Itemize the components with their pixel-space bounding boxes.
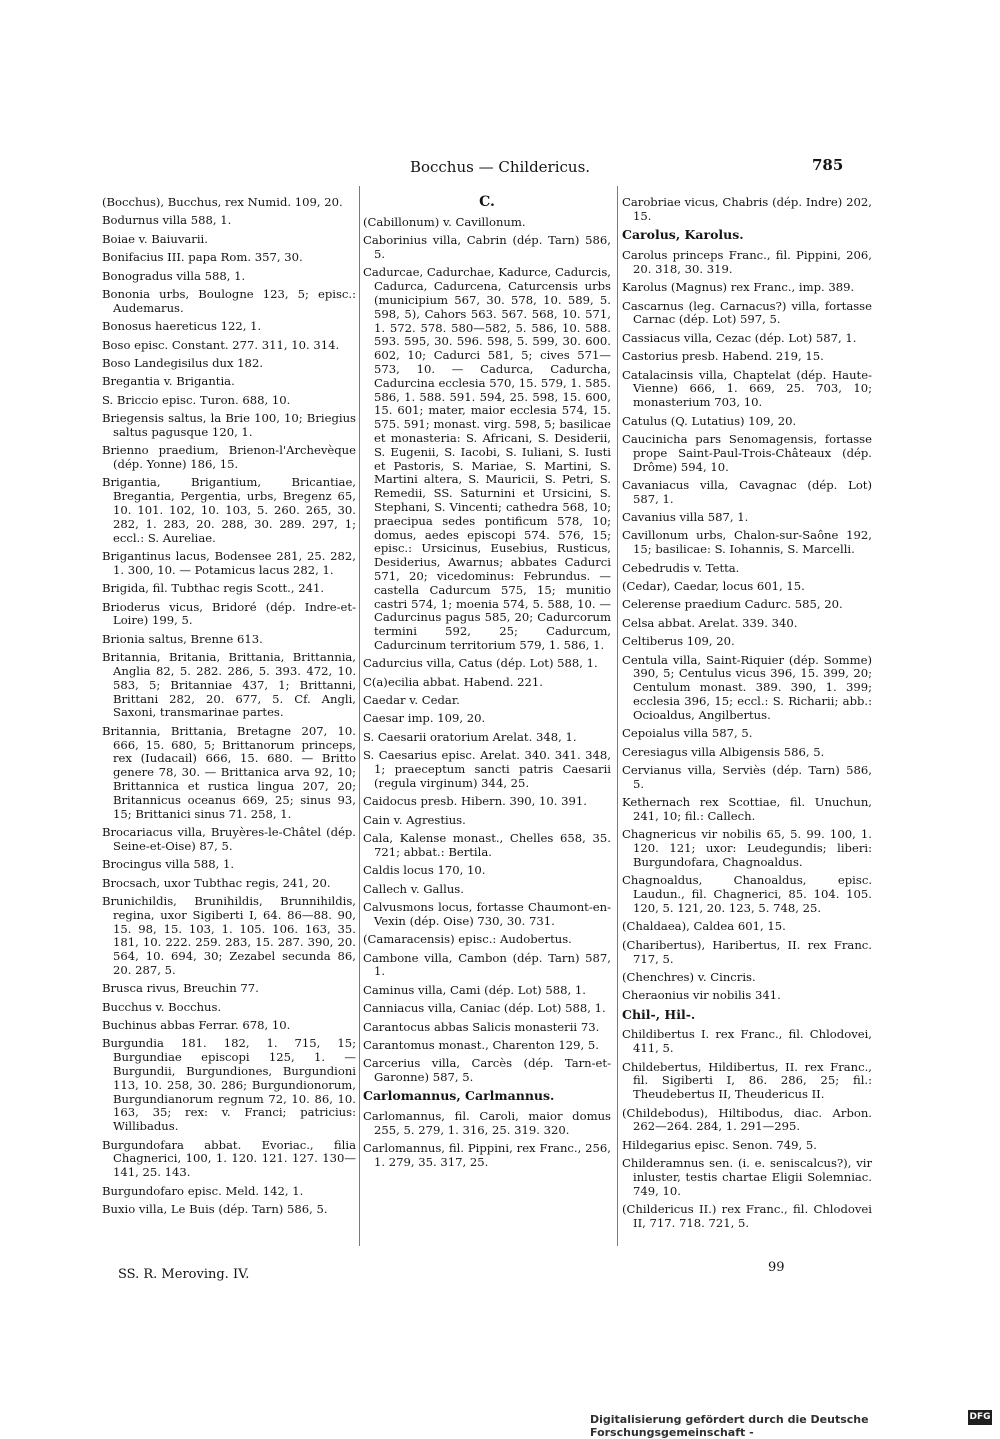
index-entry: Carantocus abbas Salicis monasterii 73.: [363, 1019, 600, 1034]
index-entry: Chagnoaldus, Chanoaldus, episc. Laudun., fil. Chagnerici, 85. 104. 105. 120, 5. 121, 20. 123, 5. 748, 25.: [622, 873, 872, 915]
entries-c: [363, 216, 611, 1085]
index-entry: Boso episc. Constant. 277. 311, 10. 314.: [102, 337, 340, 352]
index-entry: Caucinicha pars Senomagensis, fortasse prope Saint-Paul-Trois-Châteaux (dép. Drôme) 594, 10.: [622, 431, 872, 474]
index-entry: Caidocus presb. Hibern. 390, 10. 391.: [363, 794, 587, 809]
section-heading-carlomannus: Carlomannus, Carlmannus.: [363, 1088, 555, 1104]
index-entry: (Childebodus), Hiltibodus, diac. Arbon. 262—264. 284, 1. 291—295.: [622, 1105, 872, 1134]
index-entry: Callech v. Gallus.: [363, 881, 464, 896]
page-number: 785: [812, 156, 844, 174]
index-entry: Ceresiagus villa Albigensis 586, 5.: [622, 744, 825, 759]
section-heading-chil: Chil-, Hil-.: [622, 1006, 696, 1022]
index-entry: Briegensis saltus, la Brie 100, 10; Briegius saltus pagusque 120, 1.: [102, 411, 356, 439]
index-entry: Cheraonius vir nobilis 341.: [622, 988, 781, 1003]
index-entry: Bregantia v. Brigantia.: [102, 374, 235, 389]
index-entry: Centula villa, Saint-Riquier (dép. Somme) 390, 5; Centulus vicus 396, 15. 399, 20; Centulum monast. 389. 390, 1. 399; ecclesia 396, 15; eccl.: S. Richarii; abb.: Ocioaldus, Angilbertus.: [622, 652, 872, 722]
index-entry: Caedar v. Cedar.: [363, 693, 460, 708]
series-title: SS. R. Meroving. IV.: [118, 1267, 250, 1282]
index-entry: Cavanius villa 587, 1.: [622, 510, 749, 525]
index-entry: (Camaracensis) episc.: Audobertus.: [363, 932, 572, 947]
index-entry: Buxio villa, Le Buis (dép. Tarn) 586, 5.: [102, 1202, 328, 1217]
index-entry: Caminus villa, Cami (dép. Lot) 588, 1.: [363, 982, 586, 997]
index-entry: Bonosus haereticus 122, 1.: [102, 319, 262, 334]
index-entry: (Charibertus), Haribertus, II. rex Franc. 717, 5.: [622, 937, 872, 966]
running-head: Bocchus — Childericus.: [409, 158, 591, 176]
index-entry: Buchinus abbas Ferrar. 678, 10.: [102, 1018, 291, 1033]
index-entry: Carcerius villa, Carcès (dép. Tarn-et-Garonne) 587, 5.: [363, 1056, 611, 1085]
dfg-logo: DFG: [968, 1410, 992, 1425]
index-entry: Brioderus vicus, Bridoré (dép. Indre-et-Loire) 199, 5.: [102, 599, 356, 628]
entries-carobriae: [622, 196, 872, 224]
digitization-credit: Digitalisierung gefördert durch die Deutsche Forschungsgemeinschaft -: [590, 1413, 869, 1439]
index-entry: Brigantia, Brigantium, Bricantiae, Bregantia, Pergentia, urbs, Bregenz 65, 10. 101. 102, 10. 103, 5. 260. 265, 30. 282, 1. 283, 20. 288, 30. 289. 297, 1; eccl.: S. Aureliae.: [102, 475, 356, 545]
index-entry: Bodurnus villa 588, 1.: [102, 213, 232, 228]
index-entry: Bonifacius III. papa Rom. 357, 30.: [102, 250, 303, 265]
index-entry: Burgundofaro episc. Meld. 142, 1.: [102, 1183, 304, 1198]
index-entry: Burgundofara abbat. Evoriac., filia Chagnerici, 100, 1. 120. 121. 127. 130—141, 25. 143.: [102, 1137, 356, 1180]
index-entry: Cervianus villa, Serviès (dép. Tarn) 586, 5.: [622, 762, 872, 791]
index-entry: Karolus (Magnus) rex Franc., imp. 389.: [622, 280, 855, 295]
index-entry: Bonogradus villa 588, 1.: [102, 268, 246, 283]
index-entry: Brigida, fil. Tubthac regis Scott., 241.: [102, 581, 325, 596]
index-entry: Celtiberus 109, 20.: [622, 634, 735, 649]
section-heading-carolus: Carolus, Karolus.: [622, 227, 744, 243]
index-entry: Cebedrudis v. Tetta.: [622, 560, 740, 575]
index-entry: Cepoialus villa 587, 5.: [622, 726, 753, 741]
index-entry: S. Caesarii oratorium Arelat. 348, 1.: [363, 729, 577, 744]
index-entry: Cassiacus villa, Cezac (dép. Lot) 587, 1.: [622, 330, 857, 345]
index-entry: Caesar imp. 109, 20.: [363, 711, 486, 726]
index-entry: Caborinius villa, Cabrin (dép. Tarn) 586, 5.: [363, 233, 611, 261]
index-entry: Cadurcae, Cadurchae, Kadurce, Cadurcis, Cadurca, Cadurcena, Caturcensis urbs (municipium 567, 30. 578, 10. 589, 5. 598, 5), Cahors 563. 567. 568, 10. 571, 1. 572. 578. 580—582, 5. 586, 10. 588. 593. 595, 30. 596. 598, 5. 599, 30. 600. 602, 10; Cadurci 581, 5; cives 571—573, 10. — Cadurca, Cadurcha, Cadurcina ecclesia 570, 15. 579, 1. 585. 586, 1. 588. 591. 594, 25. 598, 15. 600, 15. 601; mater, maior ecclesia 574, 15. 575. 591; monast. virg. 598, 5; basilicae et monasteria: S. Africani, S. Desiderii, S. Eugenii, S. Iacobi, S. Iuliani, S. Iusti et Pastoris, S. Mariae, S. Martini, S. Martini altera, S. Mauricii, S. Petri, S. Remedii, SS. Saturnini et Ursicini, S. Stephani, S. Vincenti; cathedra 568, 10; praecipua sedes pontificum 578, 10; domus, aedes episcopi 574. 576, 15; episc.: Ursicinus, Eusebius, Rusticus, Desiderius, Awarnus; abbates Cadurci 571, 20; vicedominus: Februndus. — castella Cadurcum 575, 15; munitio castri 574, 1; moenia 574, 5. 588, 10. — Cadurcinus pagus 585, 20; Cadurcorum termini 592, 25; Cadurcum, Cadurcinum territorium 579, 1. 586, 1.: [363, 265, 611, 652]
index-entry: Celerense praedium Cadurc. 585, 20.: [622, 597, 843, 612]
index-entry: Brigantinus lacus, Bodensee 281, 25. 282, 1. 300, 10. — Potamicus lacus 282, 1.: [102, 549, 356, 577]
index-entry: Carlomannus, fil. Pippini, rex Franc., 256, 1. 279, 35. 317, 25.: [363, 1141, 611, 1170]
index-entry: Castorius presb. Habend. 219, 15.: [622, 349, 824, 364]
index-entry: Bononia urbs, Boulogne 123, 5; episc.: Audemarus.: [102, 286, 356, 315]
entries-carlomannus: [363, 1110, 611, 1170]
index-entry: Canniacus villa, Caniac (dép. Lot) 588, 1.: [363, 1001, 606, 1016]
index-entry: Cala, Kalense monast., Chelles 658, 35. 721; abbat.: Bertila.: [363, 831, 611, 859]
index-entry: (Chaldaea), Caldea 601, 15.: [622, 919, 786, 934]
index-entry: (Chenchres) v. Cincris.: [622, 969, 756, 984]
index-entry: Catalacinsis villa, Chaptelat (dép. Haute-Vienne) 666, 1. 669, 25. 703, 10; monasterium 703, 10.: [622, 367, 872, 410]
index-entry: Brocsach, uxor Tubthac regis, 241, 20.: [102, 875, 331, 890]
index-entry: Cascarnus (leg. Carnacus?) villa, fortasse Carnac (dép. Lot) 597, 5.: [622, 298, 872, 327]
index-entry: S. Briccio episc. Turon. 688, 10.: [102, 392, 291, 407]
index-entry: Brusca rivus, Breuchin 77.: [102, 981, 259, 996]
index-column-right: [622, 196, 872, 1235]
section-heading-c: C.: [479, 194, 495, 210]
index-column-left: [102, 196, 356, 1221]
index-entry: Carlomannus, fil. Caroli, maior domus 255, 5. 279, 1. 316, 25. 319. 320.: [363, 1109, 611, 1138]
index-entry: Cavillonum urbs, Chalon-sur-Saône 192, 15; basilicae: S. Iohannis, S. Marcelli.: [622, 528, 872, 557]
index-entry: (Cabillonum) v. Cavillonum.: [363, 214, 526, 229]
index-entry: Brienno praedium, Brienon-l'Archevèque (dép. Yonne) 186, 15.: [102, 443, 356, 472]
column-rule-left: [359, 186, 360, 1246]
index-entry: Catulus (Q. Lutatius) 109, 20.: [622, 413, 797, 428]
index-entry: Childebertus, Hildibertus, II. rex Franc., fil. Sigiberti I, 86. 286, 25; fil.: Theudebertus II, Theudericus II.: [622, 1059, 872, 1102]
index-entry: Calvusmons locus, fortasse Chaumont-en-Vexin (dép. Oise) 730, 30. 731.: [363, 899, 611, 928]
index-entry: Britannia, Britania, Brittania, Brittannia, Anglia 82, 5. 282. 286, 5. 393. 472, 10. 583, 5; Britanniae 437, 1; Brittanni, Brittani 282, 20. 677, 5. Cf. Angli, Saxoni, transmarinae partes.: [102, 650, 356, 720]
index-entry: Brocariacus villa, Bruyères-le-Châtel (dép. Seine-et-Oise) 87, 5.: [102, 824, 356, 853]
index-entry: (Cedar), Caedar, locus 601, 15.: [622, 579, 805, 594]
index-entry: (Bocchus), Bucchus, rex Numid. 109, 20.: [102, 195, 343, 209]
index-entry: Cadurcius villa, Catus (dép. Lot) 588, 1.: [363, 656, 598, 671]
index-entry: Carobriae vicus, Chabris (dép. Indre) 202, 15.: [622, 195, 872, 223]
index-entry: C(a)ecilia abbat. Habend. 221.: [363, 674, 543, 689]
index-entry: S. Caesarius episc. Arelat. 340. 341. 348, 1; praeceptum sancti patris Caesarii (regula virginum) 344, 25.: [363, 748, 611, 790]
index-entry: Brocingus villa 588, 1.: [102, 857, 235, 872]
index-entry: Childibertus I. rex Franc., fil. Chlodovei, 411, 5.: [622, 1027, 872, 1056]
index-entry: Boso Landegisilus dux 182.: [102, 355, 263, 370]
index-entry: Cavaniacus villa, Cavagnac (dép. Lot) 587, 1.: [622, 477, 872, 506]
index-column-middle: [363, 196, 611, 1175]
index-entry: Chagnericus vir nobilis 65, 5. 99. 100, 1. 120. 121; uxor: Leudegundis; liberi: Burgundofara, Chagnoaldus.: [622, 827, 872, 869]
entries-carolus: [622, 249, 872, 1003]
index-entry: Cain v. Agrestius.: [363, 812, 466, 827]
index-entry: Carantomus monast., Charenton 129, 5.: [363, 1037, 599, 1052]
index-entry: Britannia, Brittania, Bretagne 207, 10. 666, 15. 680, 5; Brittanorum princeps, rex (Iudacail) 666, 15. 680. — Britto genere 78, 30. — Brittanica arva 92, 10; Brittannica et rustica lingua 207, 20; Britannicus oceanus 669, 25; sinus 93, 15; Brittanici sinus 71. 258, 1.: [102, 723, 356, 821]
index-entry: Carolus princeps Franc., fil. Pippini, 206, 20. 318, 30. 319.: [622, 247, 872, 276]
index-entry: Hildegarius episc. Senon. 749, 5.: [622, 1137, 817, 1152]
column-rule-right: [617, 186, 618, 1246]
signature-mark: 99: [768, 1260, 785, 1275]
index-entry: Childeramnus sen. (i. e. seniscalcus?), vir inluster, testis chartae Eligii Solemniac. 749, 10.: [622, 1156, 872, 1198]
index-entry: Caldis locus 170, 10.: [363, 863, 486, 878]
index-entry: Bucchus v. Bocchus.: [102, 999, 222, 1014]
index-entry: Boiae v. Baiuvarii.: [102, 231, 208, 246]
index-entry: Burgundia 181. 182, 1. 715, 15; Burgundiae episcopi 125, 1. — Burgundii, Burgundiones, Burgundioni 113, 10. 258, 30. 286; Burgundionorum, Burgundianorum regnum 72, 10. 86, 10. 163, 35; rex: v. Franci; patricius: Willibadus.: [102, 1036, 356, 1134]
index-entry: Kethernach rex Scottiae, fil. Unuchun, 241, 10; fil.: Callech.: [622, 795, 872, 823]
entries-chil: [622, 1028, 872, 1230]
index-entry: Brunichildis, Brunihildis, Brunnihildis, regina, uxor Sigiberti I, 64. 86—88. 90, 15. 98, 15. 103, 1. 105. 106. 163, 35. 181, 10. 222. 259. 283, 15. 287. 390, 20. 564, 10. 694, 30; Zezabel secunda 86, 20. 287, 5.: [102, 893, 356, 977]
index-entry: Celsa abbat. Arelat. 339. 340.: [622, 615, 798, 630]
index-entry: Cambone villa, Cambon (dép. Tarn) 587, 1.: [363, 950, 611, 979]
index-entry: Brionia saltus, Brenne 613.: [102, 631, 263, 646]
index-entry: (Childericus II.) rex Franc., fil. Chlodovei II, 717. 718. 721, 5.: [622, 1202, 872, 1230]
